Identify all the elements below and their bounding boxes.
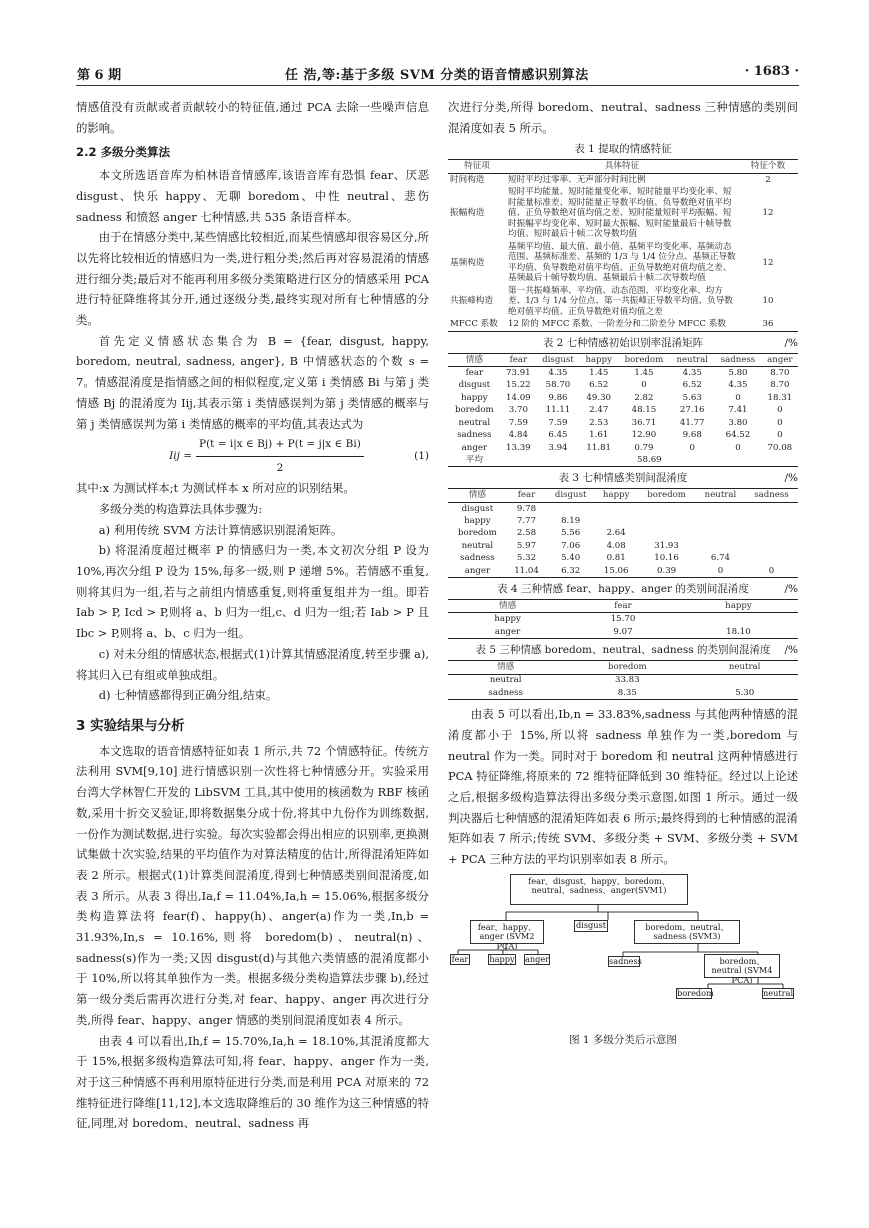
table-row	[448, 285, 798, 319]
table-cell	[745, 552, 798, 565]
table-cell: 9.07	[613, 626, 633, 637]
column-header: boredom	[637, 489, 696, 503]
table-cell: 0.79	[634, 442, 654, 453]
running-title: 任 浩,等:基于多级 SVM 分类的语音情感识别算法	[285, 68, 589, 83]
column-header: neutral	[696, 489, 745, 503]
table-row	[448, 626, 798, 639]
step-c: c) 对未分组的情感状态,根据式(1)计算其情感混淆度,转至步骤 a),将其归入已有组或单独成组。	[76, 646, 429, 682]
table-row	[448, 515, 798, 528]
table-cell: 36.71	[631, 417, 657, 428]
table-cell: 11.11	[545, 405, 571, 416]
issue-number: 第 6 期	[77, 68, 122, 83]
table-cell: 12.90	[631, 430, 657, 441]
column-header: happy	[580, 353, 618, 367]
table-cell: 3.80	[728, 417, 748, 428]
table-cell: 12 阶的 MFCC 系数、一阶差分和二阶差分 MFCC 系数	[508, 319, 726, 330]
section-heading-3: 3 实验结果与分析	[76, 717, 185, 734]
left-column	[76, 97, 429, 1134]
table-cell: 0.39	[657, 565, 677, 576]
table-cell	[637, 502, 696, 515]
table-cell	[691, 674, 798, 687]
tree-node-disgust: disgust	[575, 919, 607, 930]
tree-leaf-happy: happy	[489, 953, 515, 964]
table-cell: 2.47	[589, 405, 609, 416]
table-cell: 0	[735, 392, 741, 403]
row-label: sadness	[460, 553, 495, 564]
table-cell: 18.31	[767, 392, 793, 403]
table-cell	[637, 527, 696, 540]
table-cell: 5.63	[682, 392, 702, 403]
caption-text: 表 3 七种情感类别间混淆度	[558, 472, 688, 485]
table-cell: 基频构造	[450, 257, 485, 268]
page-header	[0, 0, 869, 92]
table-cell: 18.10	[726, 626, 751, 637]
column-header: 具体特征	[506, 160, 738, 174]
table-cell: 58.70	[545, 380, 571, 391]
table-cell: 14.09	[506, 392, 531, 403]
table-cell: 6.52	[682, 380, 702, 391]
row-label: sadness	[457, 430, 492, 441]
row-label: neutral	[461, 540, 494, 551]
table-cell: 15.22	[506, 380, 531, 391]
tree-node-group-1: fear、happy、anger (SVM2 PCA)	[470, 920, 544, 944]
table-cell: 70.08	[767, 442, 793, 453]
row-label: sadness	[488, 687, 523, 698]
column-header: neutral	[691, 661, 798, 675]
paragraph: 情感值没有贡献或者贡献较小的特征值,通过 PCA 去除一些噪声信息的影响。	[76, 100, 429, 135]
table-cell: 1.61	[589, 430, 609, 441]
table-row	[448, 367, 798, 380]
table-3	[448, 488, 798, 578]
table-cell: 0	[777, 405, 783, 416]
table-cell: 7.77	[516, 515, 537, 526]
table-cell: 9.78	[516, 503, 537, 514]
column-header: happy	[595, 489, 637, 503]
table-row	[448, 241, 798, 285]
table-row	[448, 173, 798, 186]
table-cell: 0	[689, 442, 695, 453]
table-cell: 5.30	[735, 687, 755, 698]
unit-label: /%	[784, 336, 798, 349]
table-cell: 13.39	[506, 442, 531, 453]
table-cell	[696, 502, 745, 515]
table-cell: 0	[641, 380, 647, 391]
step-a: a) 利用传统 SVM 方法计算情感识别混淆矩阵。	[98, 522, 343, 537]
table-cell: 64.52	[725, 430, 751, 441]
step-b: b) 将混淆度超过概率 P 的情感归为一类,本文初次分组 P 设为 10%,再次分组 P 设为 15%,每多一级,则 P 递增 5%。若情感不重复,则将其归为一组,若与之前组内情感重复,则将重复组并为一组。即若 Iab > P, Icd > P,则将 a、b 归为一组,c、d 归为一组;若 Iab > P 且 Ibc > P,则将 a、b、c 归为一组。	[76, 543, 429, 641]
row-label: happy	[461, 392, 488, 403]
table-cell: 2.53	[589, 417, 609, 428]
table-cell: 10.16	[654, 553, 679, 564]
paragraph: 本文所选语音库为柏林语音情感库,该语音库有恐惧 fear、厌恶 disgust、快乐 happy、无聊 boredom、中性 neutral、悲伤 sadness 和愤怒 anger 七种情感,共 535 条语音样本。	[76, 168, 429, 224]
table-cell: 1.45	[589, 368, 609, 379]
table-row	[448, 527, 798, 540]
column-header: 情感	[448, 661, 563, 675]
table-4	[448, 599, 798, 639]
table-cell: 7.41	[728, 405, 748, 416]
equation-fraction	[196, 434, 364, 478]
paragraph: 本文选取的语音情感特征如表 1 所示,共 72 个情感特征。传统方法利用 SVM[9,10] 进行情感识别一次性将七种情感分开。实验采用台湾大学林智仁开发的 LibSVM 工具,其中使用的核函数为 RBF 核函数,采用十折交叉验证,即将数据集分成十份,将其中九份作为训练数据,一份作为测试数据,进行实验。每次实验都会得出相应的识别率,更换测试集做十次实验,结果的平均值作为对算法精度的估计,所得混淆矩阵如表 2 所示。根据式(1)计算类间混淆度,得到七种情感类别间混淆度,如表 3 所示。从表 3 得出,Ia,f = 11.04%,Ia,h = 15.06%,根据多级分类构造算法将 fear(f)、happy(h)、anger(a)作为一类,In,b = 31.93%,In,s = 10.16%,则将 boredom(b)、neutral(n)、sadness(s)作为一类;又因 disgust(d)与其他六类情感的混淆度都小于 10%,所以将其单独作为一类。根据多级分类构造算法步骤 b),经过第一级分类后需再次进行分类,对 fear、happy、anger 再次进行分类,所得 fear、happy、anger 情感的类别间混淆度如表 4 所示。	[76, 743, 429, 1027]
table-cell: 4.35	[682, 368, 702, 379]
table-cell: 2.82	[634, 392, 654, 403]
equation-numerator: P(t = i|x ∈ Bj) + P(t = j|x ∈ Bi)	[196, 434, 364, 457]
column-header: happy	[679, 599, 798, 613]
equation-lhs: Iij =	[169, 449, 192, 462]
column-header: anger	[762, 353, 798, 367]
table-cell	[745, 502, 798, 515]
table-cell: 共振峰构造	[450, 296, 493, 307]
table-cell: 1.45	[634, 368, 654, 379]
table-cell	[595, 515, 637, 528]
table-cell: 48.15	[631, 405, 657, 416]
table-cell	[745, 515, 798, 528]
paragraph: 由于在情感分类中,某些情感比较相近,而某些情感却很容易区分,所以先将比较相近的情感归为一类,进行粗分类;然后再对容易混淆的情感进行细分类;最后对不能再利用多级分类策略进行区分的情感采用 PCA 进行特征降维将其分开,通过逐级分类,最终实现对所有七种情感的分类。	[76, 230, 429, 328]
table-cell: 12	[762, 257, 774, 268]
table-2	[448, 353, 798, 468]
tree-leaf-neutral: neutral	[763, 987, 794, 998]
row-label: 平均	[465, 455, 483, 466]
table-cell: 5.80	[728, 368, 748, 379]
tree-node-root: fear、disgust、happy、boredom、neutral、sadness、anger(SVM1)	[510, 874, 688, 905]
table-2-caption	[448, 336, 798, 351]
column-header: 情感	[448, 599, 567, 613]
table-cell	[696, 540, 745, 553]
column-header: 特征个数	[738, 160, 798, 174]
table-1	[448, 159, 798, 332]
table-cell: 短时平均过零率、无声部分时间比例	[508, 174, 646, 185]
tree-leaf-fear: fear	[451, 953, 469, 964]
table-cell	[696, 527, 745, 540]
paragraph: 由表 4 可以看出,Ih,f = 15.70%,Ia,h = 18.10%,其混淆度都大于 15%,根据多级构造算法可知,将 fear、happy、anger 作为一类,对于这三种情感不再利用原特征进行分类,而是利用 PCA 对原来的 72 维特征进行降维[11,12],本文选取降维后的 30 维作为这三种情感的特征,同理,对 boredom、neutral、sadness 再	[76, 1033, 429, 1131]
table-cell: 基频平均值、最大值、最小值、基频平均变化率、基频动态范围、基频标准差、基频的 1/3 与 1/4 位分点、基频正导数平均值、负导数绝对值平均值、正负导数绝对值均值之差、基频最后十帧导数均值、基频最后十帧二次导数均值	[508, 241, 736, 284]
table-row	[448, 552, 798, 565]
caption-text: 表 1 提取的情感特征	[574, 143, 672, 156]
table-row	[448, 674, 798, 687]
table-cell: 0	[777, 417, 783, 428]
table-row	[448, 429, 798, 442]
equation-number: (1)	[414, 449, 429, 462]
average-row	[448, 454, 798, 467]
tree-leaf-sadness: sadness	[609, 955, 642, 966]
unit-label: /%	[784, 582, 798, 595]
table-cell: 7.06	[561, 540, 581, 551]
table-cell: 4.35	[548, 368, 568, 379]
column-header: disgust	[546, 489, 595, 503]
table-cell	[595, 502, 637, 515]
table-row	[448, 565, 798, 578]
row-label: fear	[465, 368, 484, 379]
table-cell: 0.81	[606, 553, 626, 564]
table-cell: 第一共振峰频率、平均值、动态范围、平均变化率、均方差、1/3 与 1/4 分位点、第一共振峰正导数平均值、负导数绝对值平均值、正负导数绝对值均值之差	[508, 285, 733, 317]
table-row	[448, 318, 798, 331]
table-cell: 5.32	[516, 553, 537, 564]
column-header: neutral	[670, 353, 714, 367]
table-cell: 6.45	[548, 430, 568, 441]
table-cell: 31.93	[654, 540, 679, 551]
table-cell: 2.64	[606, 528, 626, 539]
page-number: · 1683 ·	[744, 64, 799, 79]
table-cell: 15.06	[603, 565, 629, 576]
table-cell: 5.40	[561, 553, 581, 564]
row-label: boredom	[455, 405, 494, 416]
table-cell: 4.35	[728, 380, 748, 391]
table-cell	[679, 613, 798, 626]
table-3-caption	[448, 471, 798, 486]
table-cell: 0	[717, 565, 724, 576]
table-cell: 8.35	[617, 687, 637, 698]
table-cell: 2.58	[516, 528, 537, 539]
table-cell: 3.94	[548, 442, 568, 453]
column-header: boredom	[618, 353, 671, 367]
step-d: d) 七种情感都得到正确分组,结束。	[98, 688, 278, 703]
table-cell: 7.59	[508, 417, 528, 428]
table-5	[448, 660, 798, 700]
figure-1-caption: 图 1 多级分类后示意图	[569, 1033, 677, 1046]
table-cell	[546, 502, 595, 515]
row-label: happy	[494, 614, 521, 625]
column-header: 情感	[448, 489, 507, 503]
row-label: anger	[494, 626, 521, 637]
table-cell: 6.74	[710, 553, 731, 564]
paragraph: 多级分类的构造算法具体步骤为:	[98, 501, 263, 516]
paragraph: 由表 5 可以看出,Ib,n = 33.83%,sadness 与其他两种情感的混淆度都小于 15%,所以将 sadness 单独作为一类,boredom 与 neutral 作为一类。同时对于 boredom 和 neutral 这两种情感进行 PCA 特征降维,将原来的 72 维特征降低到 30 维特征。经过以上论述之后,根据多级构造算法得出多级分类示意图,如图 1 所示。通过一级判决器后七种情感的混淆矩阵如表 6 所示;最终得到的七种情感的混淆矩阵如表 7 所示;传统 SVM、多级分类 + SVM、多级分类 + SVM + PCA 三种方法的平均识别率如表 8 所示。	[448, 707, 798, 867]
table-cell: 振幅构造	[450, 208, 485, 219]
table-cell: 73.91	[506, 368, 531, 379]
tree-leaf-boredom: boredom	[677, 987, 714, 998]
table-row	[448, 186, 798, 241]
table-cell: 6.52	[589, 380, 609, 391]
table-1-caption	[448, 142, 798, 157]
header-rule	[76, 85, 799, 86]
column-header: fear	[507, 489, 546, 503]
section-heading-2-2: 2.2 多级分类算法	[76, 145, 171, 160]
table-cell: 33.83	[615, 675, 640, 686]
row-label: disgust	[458, 380, 491, 391]
row-label: neutral	[489, 675, 522, 686]
table-cell: 10	[762, 296, 774, 307]
table-cell: 4.84	[508, 430, 528, 441]
column-header: sadness	[714, 353, 762, 367]
table-cell: 2	[765, 174, 771, 185]
table-cell: 11.04	[514, 565, 539, 576]
table-cell: 8.19	[561, 515, 581, 526]
table-cell: 4.08	[606, 540, 626, 551]
unit-label: /%	[784, 644, 798, 656]
tree-node-group-4: boredom、neutral (SVM4 PCA)	[704, 954, 780, 978]
row-label: anger	[461, 442, 488, 453]
table-cell: 8.70	[770, 380, 790, 391]
table-cell: 15.70	[610, 614, 636, 625]
table-cell: 9.86	[548, 392, 568, 403]
table-cell: 3.70	[508, 405, 528, 416]
right-column	[448, 97, 798, 1050]
table-cell: 7.59	[548, 417, 568, 428]
table-cell: 9.68	[682, 430, 702, 441]
table-row	[448, 379, 798, 392]
table-cell	[696, 515, 745, 528]
table-cell: 5.56	[561, 528, 581, 539]
column-header: boredom	[563, 661, 691, 675]
row-label: boredom	[458, 528, 497, 539]
average-value: 58.69	[637, 455, 662, 466]
column-header: disgust	[536, 353, 580, 367]
table-cell: 27.16	[679, 405, 705, 416]
table-4-caption	[448, 582, 798, 597]
table-row	[448, 540, 798, 553]
row-label: neutral	[458, 417, 491, 428]
table-cell: 时间构造	[450, 174, 485, 185]
caption-text: 表 5 三种情感 boredom、neutral、sadness 的类别间混淆度	[475, 644, 771, 656]
caption-text: 表 2 七种情感初始识别率混淆矩阵	[542, 336, 704, 349]
tree-node-group-3: boredom、neutral、sadness (SVM3)	[634, 920, 740, 944]
table-cell: 12	[762, 208, 774, 219]
table-cell: 41.77	[679, 417, 705, 428]
table-cell	[745, 527, 798, 540]
table-cell: 8.70	[770, 368, 790, 379]
column-header: fear	[567, 599, 679, 613]
table-row	[448, 392, 798, 405]
column-header: sadness	[745, 489, 798, 503]
table-cell: 0	[735, 442, 741, 453]
column-header: 情感	[448, 353, 501, 367]
table-cell: 49.30	[586, 392, 612, 403]
table-cell	[637, 515, 696, 528]
table-row	[448, 404, 798, 417]
row-label: disgust	[461, 503, 494, 514]
table-cell: 短时平均能量、短时能量变化率、短时能量平均变化率、短时能量标准差、短时能量正导数平均值、负导数绝对值平均值、正负导数绝对值均值之差、短时能量短时平均振幅、短时振幅平均变化率、短时最大振幅、短时能量最后十帧导数均值、短时最后十帧二次导数均值	[508, 187, 732, 240]
column-header: fear	[501, 353, 536, 367]
table-cell: 6.32	[561, 565, 581, 576]
table-cell: 0	[777, 430, 783, 441]
table-5-caption	[448, 643, 798, 658]
equation-denominator: 2	[276, 461, 284, 474]
column-header: 特征项	[448, 160, 506, 174]
equation-1	[76, 436, 429, 476]
tree-leaf-anger: anger	[525, 953, 550, 964]
row-label: anger	[464, 565, 491, 576]
figure-1-tree	[448, 870, 798, 1028]
table-cell: 0	[768, 565, 775, 576]
paragraph: 次进行分类,所得 boredom、neutral、sadness 三种情感的类别间混淆度如表 5 所示。	[448, 100, 798, 135]
table-row	[448, 502, 798, 515]
table-cell: 11.81	[586, 442, 612, 453]
paragraph: 其中:x 为测试样本;t 为测试样本 x 所对应的识别结果。	[76, 481, 355, 496]
table-row	[448, 613, 798, 626]
table-cell: 36	[762, 319, 774, 330]
table-cell	[745, 540, 798, 553]
unit-label: /%	[784, 472, 798, 485]
row-label: happy	[464, 515, 491, 526]
table-cell: MFCC 系数	[450, 319, 498, 330]
table-cell: 5.97	[516, 540, 537, 551]
table-row	[448, 442, 798, 455]
paragraph: 首先定义情感状态集合为 B = {fear, disgust, happy, boredom, neutral, sadness, anger}, B 中情感状态的个数 s = 7。情感混淆度是指情感之间的相似程度,定义第 i 类情感 Bi 与第 j 类情感 Bj 的混淆度为 Iij,其表示第 i 类情感误判为第 j 类情感的概率与第 j 类情感误判为第 i 类情感的概率的平均值,其表达式为	[76, 333, 429, 431]
table-row	[448, 687, 798, 700]
table-row	[448, 417, 798, 430]
caption-text: 表 4 三种情感 fear、happy、anger 的类别间混淆度	[497, 582, 749, 595]
